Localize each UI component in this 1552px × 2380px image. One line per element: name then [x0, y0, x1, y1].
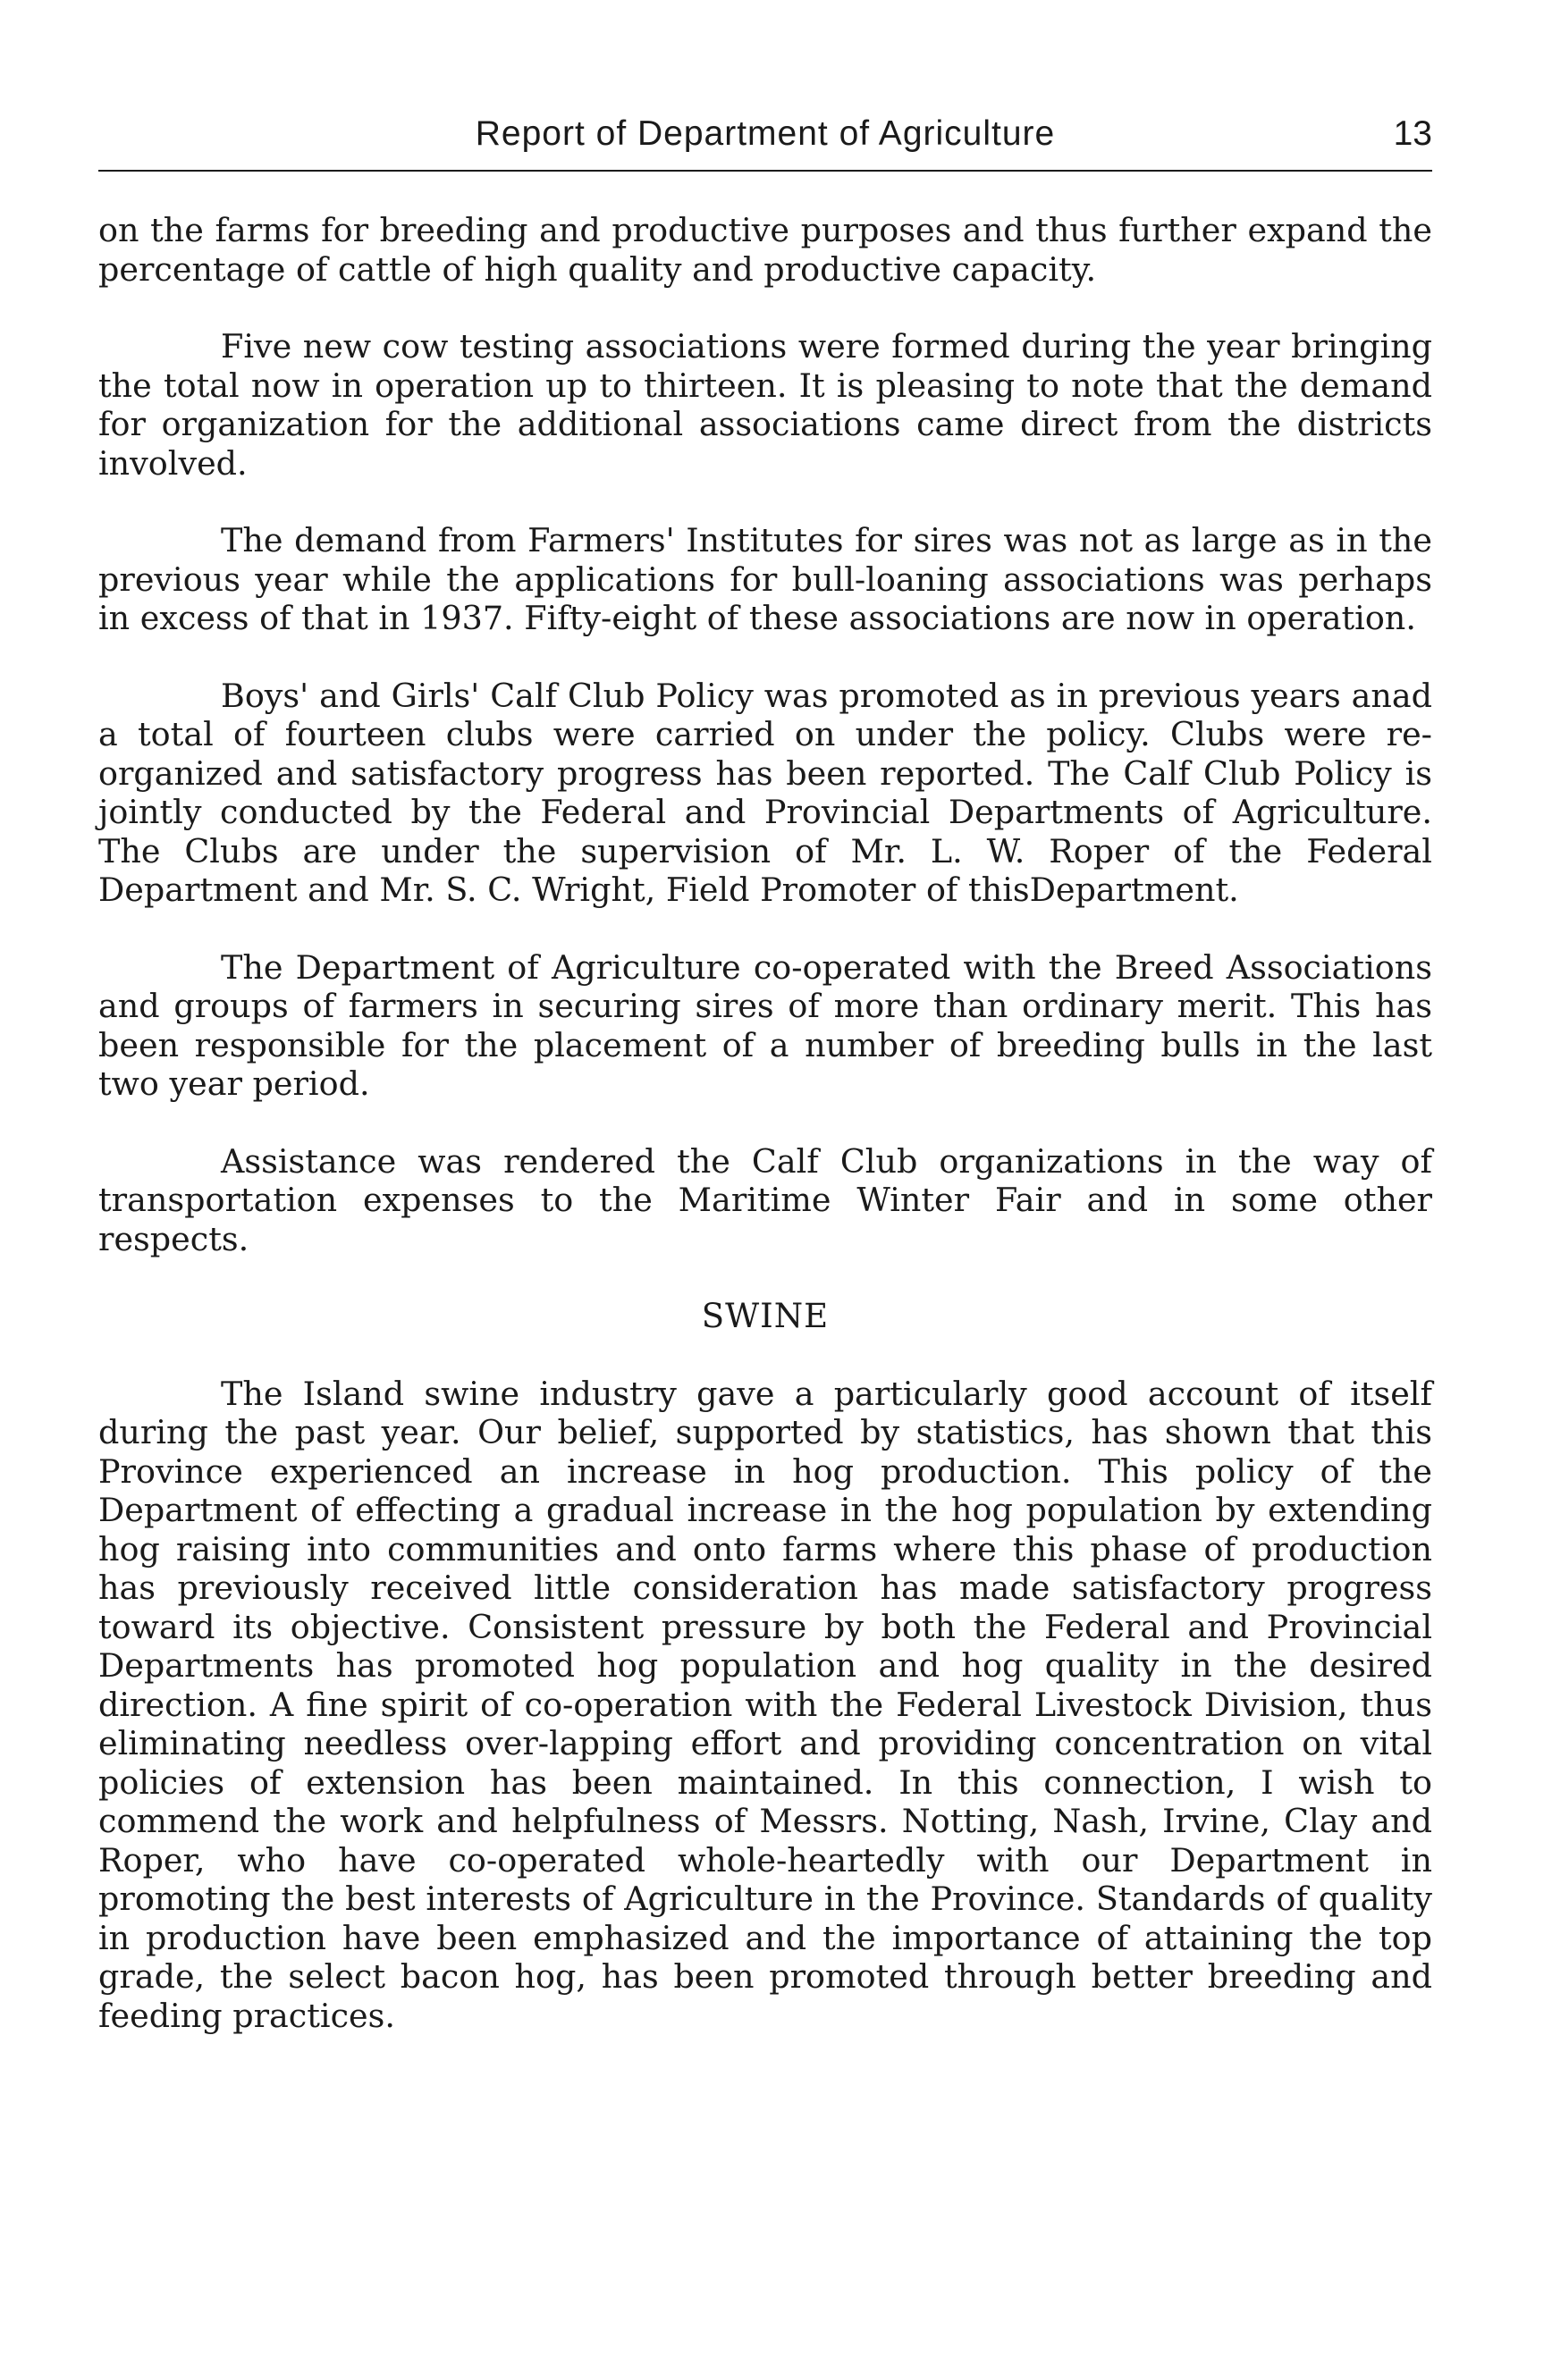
paragraph-calf-club: Boys' and Girls' Calf Club Policy was promoted as in previous years anad a total of fourteen clubs were carried on under the policy. Clubs were re-organized and satisfactory progress has been reported. The Calf Club Policy is jointly conducted by the Federal and Provincial Departments of Agriculture. The Clubs are under the supervision of Mr. L. W. Roper of the Federal Department and Mr. S. C. Wright, Field Promoter of thisDepartment.	[98, 676, 1432, 909]
header-rule	[98, 170, 1432, 172]
paragraph-continuation: on the farms for breeding and productive purposes and thus further expand the percentage of cattle of high quality and productive capacity.	[98, 211, 1432, 289]
body-text	[98, 211, 1432, 2073]
paragraph-swine: The Island swine industry gave a particularly good account of itself during the past year. Our belief, supported by statistics, has shown that this Province experienced an increase in hog production. This policy of the Department of effecting a gradual increase in the hog population by extending hog raising into communities and onto farms where this phase of production has previously received little consideration has made satisfactory progress toward its objective. Consistent pressure by both the Federal and Provincial Departments has promoted hog population and hog quality in the desired direction. A fine spirit of co-operation with the Federal Livestock Division, thus eliminating needless over-lapping effort and providing concentration on vital policies of extension has been maintained. In this connection, I wish to commend the work and helpfulness of Messrs. Notting, Nash, Irvine, Clay and Roper, who have co-operated whole-heartedly with our Department in promoting the best interests of Agriculture in the Province. Standards of quality in production have been emphasized and the importance of attaining the top grade, the select bacon hog, has been promoted through better breeding and feeding practices.	[98, 1374, 1432, 2035]
paragraph-assistance: Assistance was rendered the Calf Club organizations in the way of transportation expenses to the Maritime Winter Fair and in some other respects.	[98, 1141, 1432, 1258]
paragraph-cow-testing: Five new cow testing associations were formed during the year bringing the total now in operation up to thirteen. It is pleasing to note that the demand for organization for the additional associations came direct from the districts involved.	[98, 327, 1432, 483]
page-number: 13	[1393, 114, 1432, 153]
running-title: Report of Department of Agriculture	[475, 114, 1056, 153]
paragraph-breed-associations: The Department of Agriculture co-operated with the Breed Associations and groups of farmers in securing sires of more than ordinary merit. This has been responsible for the placement of a number of breeding bulls in the last two year period.	[98, 947, 1432, 1103]
paragraph-sires-demand: The demand from Farmers' Institutes for sires was not as large as in the previous year while the applications for bull-loaning associations was perhaps in excess of that in 1937. Fifty-eight of these associations are now in operation.	[98, 521, 1432, 637]
running-header	[98, 105, 1432, 159]
section-heading-swine: SWINE	[701, 1297, 830, 1335]
